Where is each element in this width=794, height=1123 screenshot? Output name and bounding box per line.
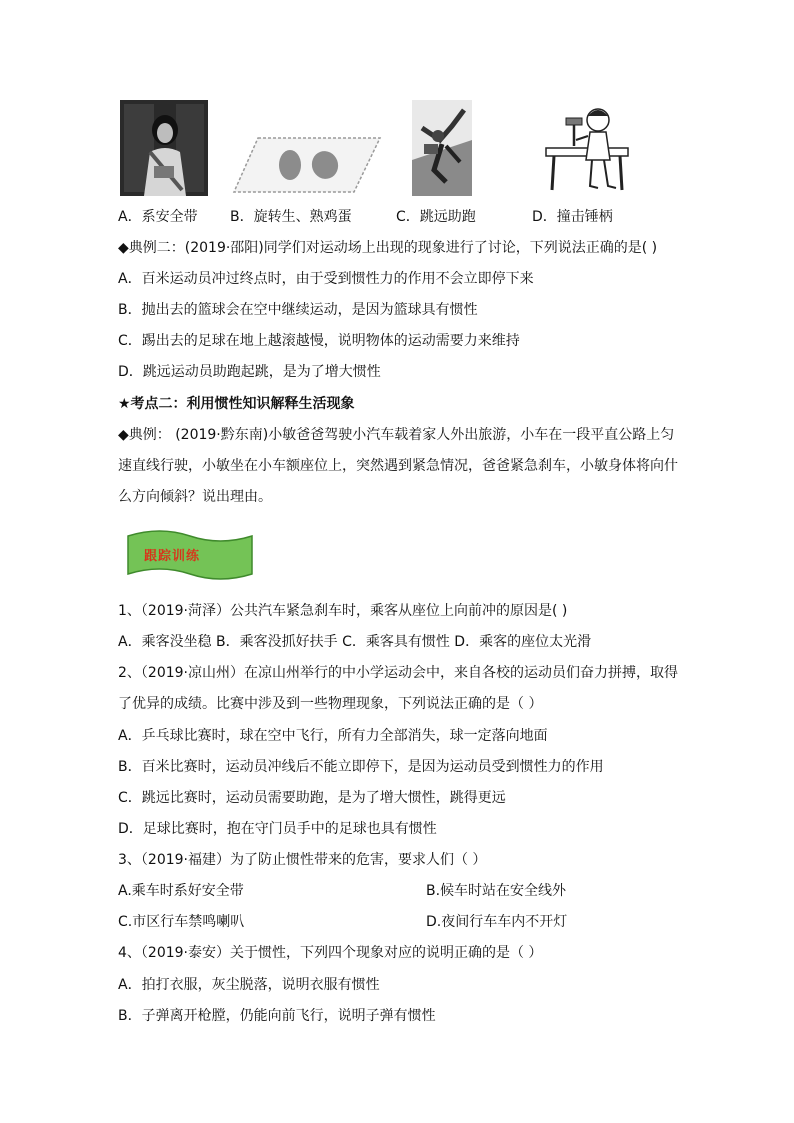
section2-example-line2: 速直线行驶，小敏坐在小车额座位上，突然遇到紧急情况，爸爸紧急刹车，小敏身体将向什 (118, 458, 678, 474)
example2-option-d: D．跳远运动员助跑起跳，是为了增大惯性 (118, 364, 381, 380)
caption-c: C．跳远助跑 (396, 209, 476, 225)
spinning-eggs-figure (232, 136, 382, 194)
seatbelt-photo (120, 100, 208, 196)
caption-b: B．旋转生、熟鸡蛋 (230, 209, 352, 225)
example2-option-c: C．踢出去的足球在地上越滚越慢，说明物体的运动需要力来维持 (118, 333, 520, 349)
q3-option-c: C.市区行车禁鸣喇叭 (118, 914, 245, 930)
section2-title: ★考点二：利用惯性知识解释生活现象 (118, 396, 355, 412)
example2-stem: ◆典例二：(2019·邵阳)同学们对运动场上出现的现象进行了讨论，下列说法正确的是( ) (118, 240, 658, 256)
caption-a: A．系安全带 (118, 209, 198, 225)
q3-option-d: D.夜间行车车内不开灯 (426, 914, 568, 930)
figure-captions (118, 206, 678, 226)
q3-option-b: B.候车时站在安全线外 (426, 883, 567, 899)
q1-options: A．乘客没坐稳 B．乘客没抓好扶手 C．乘客具有惯性 D．乘客的座位太光滑 (118, 634, 592, 650)
q2-option-b: B．百米比赛时，运动员冲线后不能立即停下，是因为运动员受到惯性力的作用 (118, 759, 604, 775)
q4-option-a: A．拍打衣服，灰尘脱落，说明衣服有惯性 (118, 977, 380, 993)
caption-d: D．撞击锤柄 (532, 209, 613, 225)
hammer-handle-illustration (540, 102, 632, 194)
long-jump-photo (412, 100, 472, 196)
q4-stem: 4、（2019·泰安）关于惯性，下列四个现象对应的说明正确的是（ ） (118, 945, 543, 961)
q2-stem-line1: 2、（2019·凉山州）在凉山州举行的中小学运动会中，来自各校的运动员们奋力拼搏，取得 (118, 665, 678, 681)
q4-option-b: B．子弹离开枪膛，仍能向前飞行，说明子弹有惯性 (118, 1008, 436, 1024)
example2-option-a: A．百米运动员冲过终点时，由于受到惯性力的作用不会立即停下来 (118, 271, 534, 287)
q2-option-d: D．足球比赛时，抱在守门员手中的足球也具有惯性 (118, 821, 437, 837)
figure-row (118, 100, 678, 200)
section2-example-line1: ◆典例： (2019·黔东南)小敏爸爸驾驶小汽车载着家人外出旅游，小车在一段平直公路上匀 (118, 427, 675, 443)
q1-stem: 1、（2019·菏泽）公共汽车紧急刹车时，乘客从座位上向前冲的原因是( ) (118, 603, 568, 619)
example2-option-b: B．抛出去的篮球会在空中继续运动，是因为篮球具有惯性 (118, 302, 478, 318)
practice-banner-label: 跟踪训练 (144, 549, 201, 564)
section2-example-line3: 么方向倾斜？说出理由。 (118, 489, 272, 505)
q2-option-a: A．乒乓球比赛时，球在空中飞行，所有力全部消失，球一定落向地面 (118, 728, 548, 744)
q2-stem-line2: 了优异的成绩。比赛中涉及到一些物理现象，下列说法正确的是（ ） (118, 696, 543, 712)
q2-option-c: C．跳远比赛时，运动员需要助跑，是为了增大惯性，跳得更远 (118, 790, 506, 806)
q3-stem: 3、（2019·福建）为了防止惯性带来的危害，要求人们（ ） (118, 852, 487, 868)
q3-option-a: A.乘车时系好安全带 (118, 883, 244, 899)
